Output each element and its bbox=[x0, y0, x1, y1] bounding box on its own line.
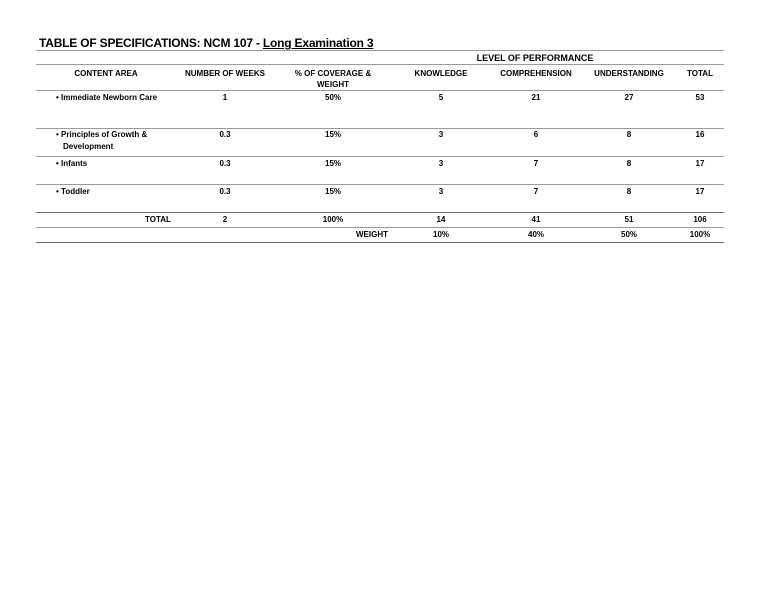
divider-line bbox=[36, 242, 724, 243]
row-comprehension: 7 bbox=[533, 159, 539, 168]
totals-weeks: 2 bbox=[222, 215, 228, 224]
totals-understanding: 51 bbox=[624, 215, 634, 224]
row-understanding: 8 bbox=[626, 130, 632, 139]
title-exam: Long Examination 3 bbox=[262, 36, 374, 50]
divider-line bbox=[36, 90, 724, 91]
row-knowledge: 3 bbox=[438, 187, 444, 196]
title-prefix: TABLE OF SPECIFICATIONS: NCM 107 - bbox=[39, 36, 263, 50]
weight-understanding: 50% bbox=[620, 230, 638, 239]
row-total: 17 bbox=[695, 187, 705, 196]
weight-total: 100% bbox=[689, 230, 711, 239]
level-of-performance-header: LEVEL OF PERFORMANCE bbox=[476, 53, 594, 63]
row-content-area: • Infants bbox=[56, 159, 88, 168]
weight-knowledge: 10% bbox=[432, 230, 450, 239]
header-coverage-line1: % OF COVERAGE & bbox=[294, 69, 372, 78]
row-coverage: 15% bbox=[324, 159, 342, 168]
divider-line bbox=[36, 212, 724, 213]
header-total: TOTAL bbox=[687, 69, 713, 78]
header-weeks: NUMBER OF WEEKS bbox=[185, 69, 265, 78]
totals-knowledge: 14 bbox=[436, 215, 446, 224]
row-total: 16 bbox=[695, 130, 705, 139]
weight-label: WEIGHT bbox=[356, 230, 388, 239]
row-weeks: 1 bbox=[222, 93, 228, 102]
totals-comprehension: 41 bbox=[531, 215, 541, 224]
title-row bbox=[36, 36, 724, 51]
row-weeks: 0.3 bbox=[219, 130, 231, 139]
row-content-area: • Principles of Growth & bbox=[56, 130, 148, 139]
header-content-area: CONTENT AREA bbox=[74, 69, 138, 78]
row-coverage: 15% bbox=[324, 187, 342, 196]
totals-coverage: 100% bbox=[322, 215, 344, 224]
row-comprehension: 7 bbox=[533, 187, 539, 196]
header-understanding: UNDERSTANDING bbox=[594, 69, 664, 78]
header-knowledge: KNOWLEDGE bbox=[414, 69, 468, 78]
row-total: 53 bbox=[695, 93, 705, 102]
divider-line bbox=[36, 64, 724, 65]
row-knowledge: 5 bbox=[438, 93, 444, 102]
row-comprehension: 21 bbox=[531, 93, 541, 102]
weight-comprehension: 40% bbox=[527, 230, 545, 239]
row-coverage: 15% bbox=[324, 130, 342, 139]
totals-total: 106 bbox=[693, 215, 707, 224]
row-content-area: • Immediate Newborn Care bbox=[56, 93, 158, 102]
row-knowledge: 3 bbox=[438, 159, 444, 168]
row-knowledge: 3 bbox=[438, 130, 444, 139]
row-comprehension: 6 bbox=[533, 130, 539, 139]
header-coverage-line2: WEIGHT bbox=[317, 80, 349, 89]
document-title bbox=[39, 36, 373, 50]
row-understanding: 8 bbox=[626, 159, 632, 168]
row-coverage: 50% bbox=[324, 93, 342, 102]
row-understanding: 27 bbox=[624, 93, 634, 102]
row-weeks: 0.3 bbox=[219, 159, 231, 168]
row-understanding: 8 bbox=[626, 187, 632, 196]
divider-line bbox=[36, 227, 724, 228]
row-content-area-cont: Development bbox=[63, 142, 114, 151]
row-total: 17 bbox=[695, 159, 705, 168]
header-comprehension: COMPREHENSION bbox=[500, 69, 572, 78]
divider-line bbox=[36, 184, 724, 185]
row-content-area: • Toddler bbox=[56, 187, 90, 196]
row-weeks: 0.3 bbox=[219, 187, 231, 196]
divider-line bbox=[36, 156, 724, 157]
totals-label: TOTAL bbox=[145, 215, 171, 224]
